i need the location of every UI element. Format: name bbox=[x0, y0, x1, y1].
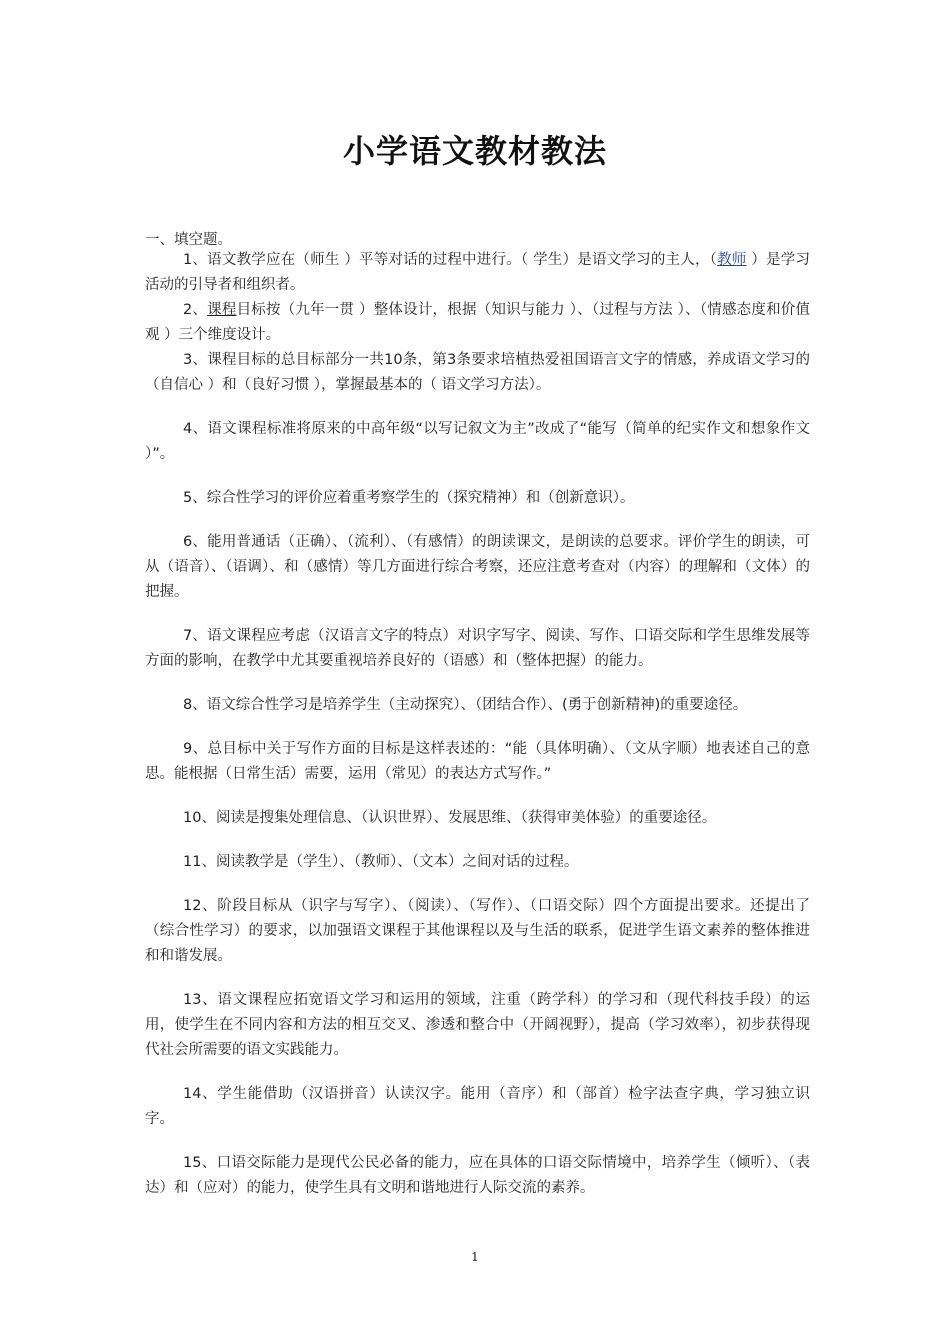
q2-text-b: 目标按（九年一贯 ）整体设计，根据（知识与能力 ）、（过程与方法 ）、（情感态度和价值观 ）三个维度设计。 bbox=[145, 302, 811, 343]
question-6: 6、能用普通话（正确）、（流利）、（有感情）的朗读课文，是朗读的总要求。评价学生的朗读，可从（语音）、（语调）、和（感情）等几方面进行综合考察，还应注意考查对（内容）的理解和（文体）的把握。 bbox=[145, 534, 810, 600]
question-15: 15、口语交际能力是现代公民必备的能力，应在具体的口语交际情境中，培养学生（倾听）、（表达）和（应对）的能力，使学生具有文明和谐地进行人际交流的素养。 bbox=[145, 1155, 810, 1196]
question-4: 4、语文课程标准将原来的中高年级“以写记叙文为主”改成了“能写（简单的纪实作文和想象作文 ）”。 bbox=[145, 421, 810, 462]
question-3: 3、课程目标的总目标部分一共10条，第3条要求培植热爱祖国语言文字的情感，养成语文学习的（自信心 ）和（良好习惯 ），掌握最基本的（ 语文学习方法）。 bbox=[145, 352, 810, 393]
teacher-link[interactable]: 教师 bbox=[717, 252, 747, 268]
question-5: 5、综合性学习的评价应着重考察学生的（探究精神）和（创新意识）。 bbox=[183, 490, 635, 506]
question-13: 13、语文课程应拓宽语文学习和运用的领域，注重（跨学科）的学习和（现代科技手段）的运用，使学生在不同内容和方法的相互交叉、渗透和整合中（开阔视野），提高（学习效率），初步获得现代社会所需要的语文实践能力。 bbox=[145, 992, 810, 1058]
question-14: 14、学生能借助（汉语拼音）认读汉字。能用（音序）和（部首）检字法查字典，学习独立识字。 bbox=[145, 1086, 810, 1127]
document-title: 小学语文教材教法 bbox=[342, 132, 607, 170]
question-2 bbox=[145, 298, 810, 348]
q1-text-b: ）是学习活动的引导者和组织者。 bbox=[145, 252, 810, 293]
document-body bbox=[145, 248, 810, 1201]
question-10: 10、阅读是搜集处理信息、（认识世界）、发展思维、（获得审美体验）的重要途径。 bbox=[183, 810, 717, 826]
q2-text-a: 2、 bbox=[183, 302, 208, 318]
question-7: 7、语文课程应考虑（汉语言文字的特点）对识字写字、阅读、写作、口语交际和学生思维发展等方面的影响，在教学中尤其要重视培养良好的（语感）和（整体把握）的能力。 bbox=[145, 628, 810, 669]
question-9: 9、总目标中关于写作方面的目标是这样表述的：“能（具体明确）、（文从字顺）地表述自己的意思。能根据（日常生活）需要，运用（常见）的表达方式写作。” bbox=[145, 741, 810, 782]
question-11: 11、阅读教学是（学生）、（教师）、（文本）之间对话的过程。 bbox=[183, 854, 579, 870]
question-1 bbox=[145, 248, 810, 298]
q1-text-a: 1、语文教学应在（师生 ）平等对话的过程中进行。（ 学生）是语文学习的主人，（ bbox=[183, 252, 718, 268]
question-12: 12、阶段目标从（识字与写字）、（阅读）、（写作）、（口语交际）四个方面提出要求。还提出了（综合性学习）的要求，以加强语文课程于其他课程以及与生活的联系，促进学生语文素养的整体推进和和谐发展。 bbox=[145, 898, 810, 964]
page-number: 1 bbox=[471, 1250, 479, 1264]
course-link[interactable]: 课程 bbox=[207, 302, 237, 318]
section-heading: 一、填空题。 bbox=[145, 232, 232, 248]
question-8: 8、语文综合性学习是培养学生（主动探究）、（团结合作）、(勇于创新精神)的重要途径。 bbox=[183, 697, 748, 713]
